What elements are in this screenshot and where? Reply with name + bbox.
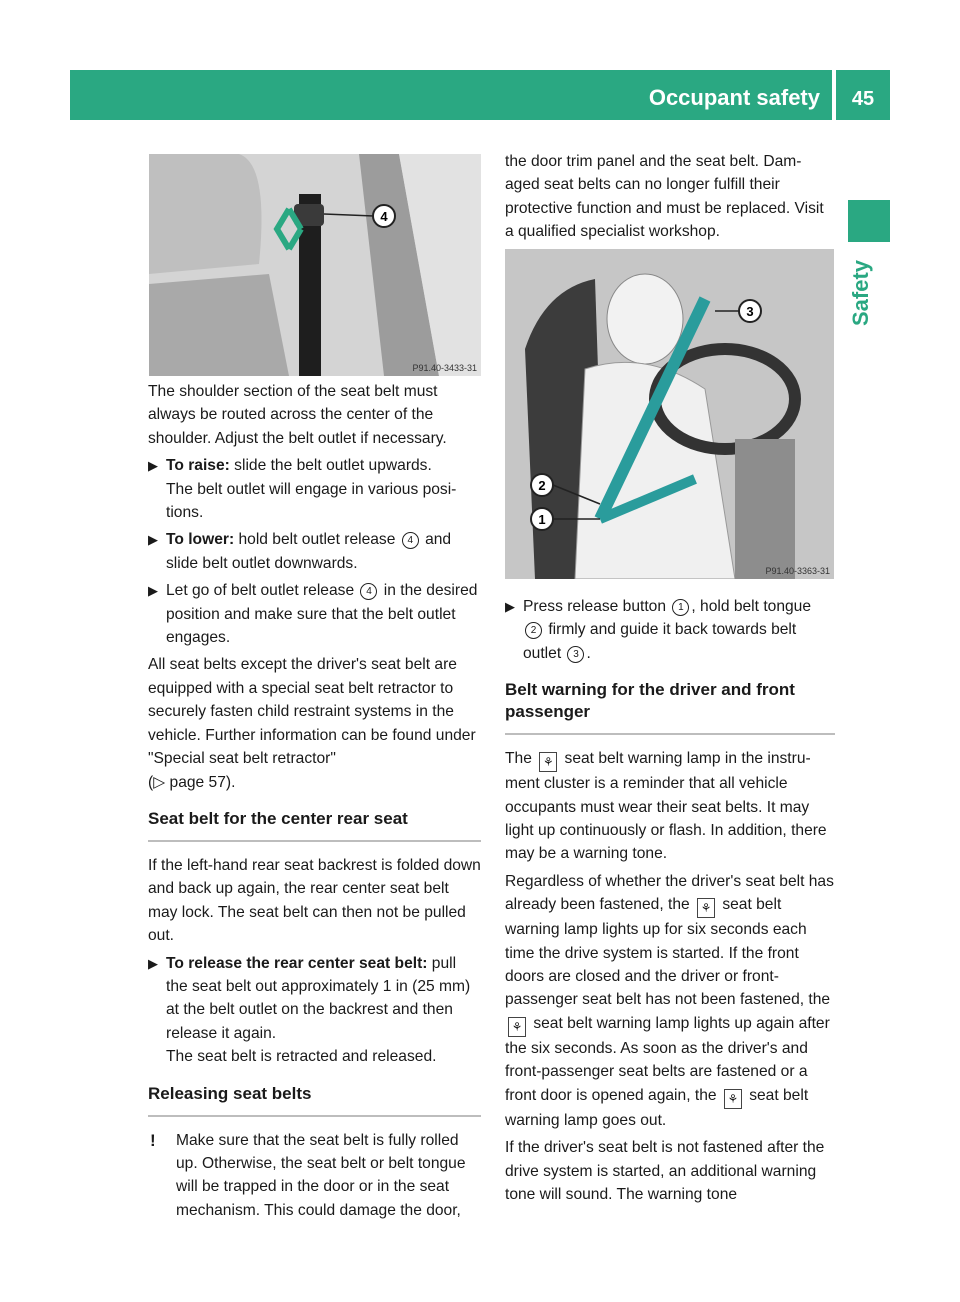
warning-note [148,1129,481,1223]
instruction-text: and slide belt outlet downwards. [166,531,452,572]
arrow-icon: ▶ [148,458,158,474]
instruction-lower [148,528,481,575]
heading-center-rear-seat: Seat belt for the center rear seat [148,808,481,842]
page-reference[interactable]: (▷ page 57). [148,773,236,791]
instruction-text: firmly and guide it back towards belt outlet [523,621,797,662]
instruction-text: The belt outlet will engage in various posi-tions. [166,480,457,522]
callout-ref-2: 2 [525,622,542,639]
belt-outlet-illustration [149,154,481,376]
warning-text: Make sure that the seat belt is fully rolled up. Otherwise, the seat belt or belt tongue will be trapped in the door or in the seat mechanism. This could damage the door, [176,1131,466,1219]
callout-3: 3 [746,304,754,319]
seat-belt-warning-icon: ⚘ [724,1089,742,1109]
callout-2: 2 [538,478,546,493]
belt-outlet-figure [149,154,481,376]
instruction-text: , hold belt tongue [691,598,812,615]
paragraph-text: seat belt warning lamp goes out. [505,1086,809,1129]
side-tab-label: Safety [848,259,874,327]
heading-belt-warning: Belt warning for the driver and front passenger [505,679,835,735]
instruction-label: To raise: [166,457,230,475]
instruction-text: Press release button [523,598,671,615]
instruction-label: To release the rear center seat belt: [166,954,428,972]
right-column-lower [505,595,835,1210]
instruction-text: pull the seat belt out approximately 1 in (25 mm) at the belt outlet on the backrest and then release it again. [166,954,471,1042]
callout-ref-3: 3 [567,646,584,663]
paragraph [505,747,835,866]
left-column [148,380,481,1222]
paragraph-text: seat belt warning lamp lights up again after the six seconds. As soon as the driver's and front-passenger seat belts are fastened or a front door is opened again, the [505,1014,830,1104]
callout-4: 4 [380,209,388,224]
callout-1: 1 [538,512,546,527]
figure-code: P91.40-3363-31 [765,566,830,576]
figure-code: P91.40-3433-31 [412,363,477,373]
driver-belt-figure [505,249,834,579]
driver-belt-illustration [505,249,834,579]
paragraph-text: seat belt warning lamp lights up for six seconds each time the drive system is started. If the front doors are closed and the driver or front-passenger seat belt has not been fastened, the [505,896,831,1009]
paragraph-text: All seat belts except the driver's seat belt are equipped with a special seat belt retractor to securely fasten child restraint systems in the vehicle. Further information can be found under "Special seat belt retractor" [148,656,476,768]
paragraph: the door trim panel and the seat belt. Dam-aged seat belts can no longer fulfill their protective function and must be replaced. Visit a qualified specialist workshop. [505,153,824,241]
heading-releasing-seat-belts: Releasing seat belts [148,1083,481,1117]
instruction-text: . [586,644,591,662]
instruction-press-release [505,595,835,665]
arrow-icon: ▶ [148,532,158,548]
section-title: Occupant safety [648,85,820,110]
callout-ref-4: 4 [402,532,419,549]
paragraph-text: Regardless of whether the driver's seat belt has already been fastened, the [505,872,834,914]
instruction-label: To lower: [166,531,235,549]
paragraph: The shoulder section of the seat belt must always be routed across the center of the shoulder. Adjust the belt outlet if necessary. [148,383,447,447]
paragraph: If the left-hand rear seat backrest is folded down and back up again, the rear center seat belt may lock. The seat belt can then not be pulled out. [148,856,481,945]
instruction-text: in the desired position and make sure that the belt outlet engages. [166,582,478,647]
arrow-icon: ▶ [148,583,158,599]
instruction-text: The seat belt is retracted and released. [166,1048,437,1066]
side-tab [842,250,896,340]
side-marker [848,200,890,242]
callout-ref-4: 4 [360,583,377,600]
seat-belt-warning-icon: ⚘ [508,1017,526,1037]
instruction-text: slide the belt outlet upwards. [229,457,432,475]
paragraph [148,653,481,793]
seat-belt-warning-icon: ⚘ [697,898,715,918]
arrow-icon: ▶ [148,955,158,971]
callout-ref-1: 1 [672,599,689,616]
instruction-raise [148,454,481,524]
warning-icon: ! [150,1130,156,1150]
paragraph-text: seat belt warning lamp in the instru-ment cluster is a reminder that all vehicle occupants must wear their seat belts. It may light up continuously or flash. In addition, there may be a warning tone. [505,750,827,863]
instruction-text: hold belt outlet release [234,531,400,549]
instruction-let-go [148,579,481,649]
instruction-text: Let go of belt outlet release [166,582,359,600]
paragraph-text: The [505,750,537,768]
arrow-icon: ▶ [505,599,515,614]
header-bar [70,70,832,120]
right-column [505,150,835,244]
paragraph [505,870,835,1132]
paragraph: If the driver's seat belt is not fastened after the drive system is started, an additional warning tone will sound. The warning tone [505,1139,825,1203]
seat-belt-warning-icon: ⚘ [539,752,557,772]
page-number: 45 [836,70,890,120]
instruction-release-center [148,952,481,1069]
